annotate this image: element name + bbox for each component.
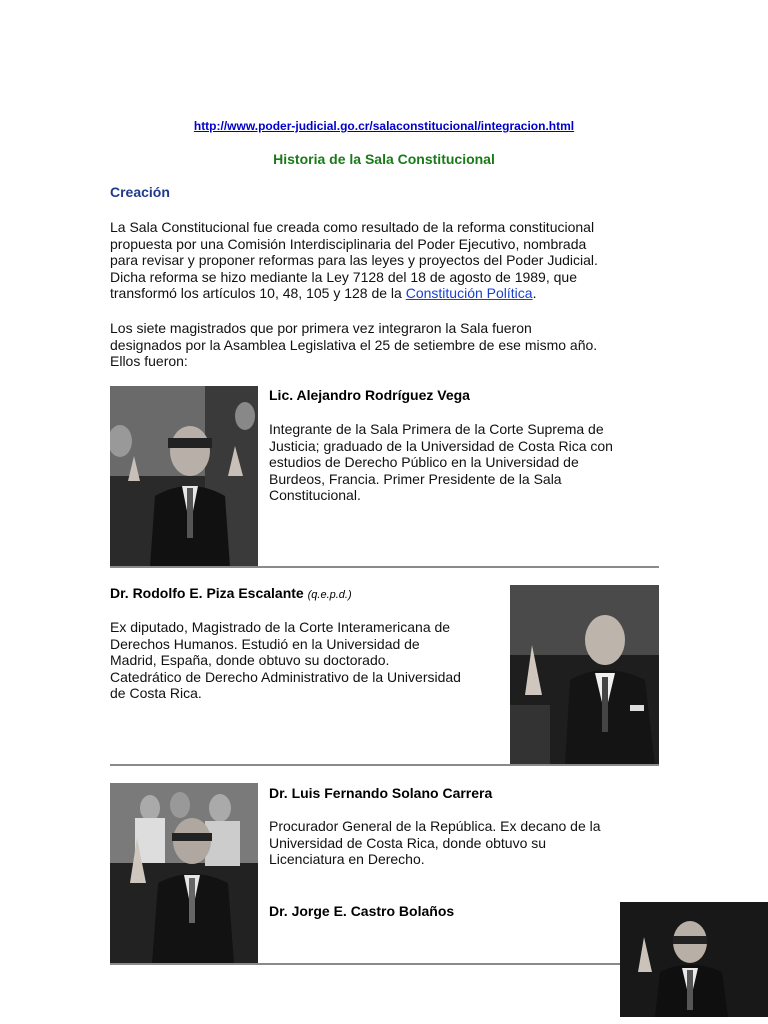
- intro-paragraph: [110, 219, 670, 302]
- text-line: Ellos fueron:: [110, 353, 188, 370]
- text-line: Burdeos, Francia. Primer Presidente de la Sala: [269, 470, 562, 487]
- magistrate-photo-rodriguez: [110, 386, 258, 567]
- magistrates-intro-paragraph: [110, 320, 670, 370]
- text-fragment: .: [532, 285, 537, 302]
- magistrate-name: [110, 585, 352, 601]
- text-line: para revisar y proponer reformas para las leyes y proyectos del Poder Judicial.: [110, 252, 598, 269]
- text-line: La Sala Constitucional fue creada como resultado de la reforma constitucional: [110, 219, 595, 235]
- text-line: Derechos Humanos. Estudió en la Universidad de: [110, 635, 420, 652]
- magistrate-name: Dr. Jorge E. Castro Bolaños: [269, 903, 455, 919]
- magistrate-name: Dr. Luis Fernando Solano Carrera: [269, 785, 493, 801]
- constitucion-politica-link[interactable]: Constitución Política: [405, 285, 533, 302]
- magistrate-bio: [269, 818, 669, 868]
- text-line: Integrante de la Sala Primera de la Corte Suprema de: [269, 421, 604, 437]
- source-url-link[interactable]: http://www.poder-judicial.go.cr/salaconstitucional/integracion.html: [193, 119, 575, 133]
- text-line: de Costa Rica.: [110, 685, 202, 702]
- text-line: Ex diputado, Magistrado de la Corte Interamericana de: [110, 619, 451, 635]
- text-line: Dicha reforma se hizo mediante la Ley 7128 del 18 de agosto de 1989, que: [110, 268, 577, 285]
- text-line: Catedrático de Derecho Administrativo de la Universidad: [110, 668, 461, 685]
- magistrate-photo-castro: [620, 902, 768, 1017]
- magistrate-name: Lic. Alejandro Rodríguez Vega: [269, 387, 470, 403]
- text-line: Universidad de Costa Rica, donde obtuvo su: [269, 834, 547, 851]
- text-line: Los siete magistrados que por primera vez integraron la Sala fueron: [110, 320, 532, 336]
- magistrate-note: (q.e.p.d.): [307, 589, 352, 601]
- text-line: Constitucional.: [269, 487, 361, 504]
- text-line: [110, 285, 670, 302]
- divider: [110, 963, 620, 965]
- divider: [110, 566, 659, 568]
- section-heading-creacion: Creación: [110, 184, 170, 200]
- text-line: Licenciatura en Derecho.: [269, 851, 425, 868]
- text-fragment: transformó los artículos 10, 48, 105 y 128 de la: [110, 285, 406, 302]
- magistrate-name-text: Dr. Rodolfo E. Piza Escalante: [110, 585, 304, 601]
- magistrate-bio: [269, 421, 669, 504]
- magistrate-photo-solano: [110, 783, 258, 964]
- text-line: Justicia; graduado de la Universidad de Costa Rica con: [269, 437, 613, 454]
- divider: [110, 764, 659, 766]
- magistrate-photo-piza: [510, 585, 659, 765]
- text-line: propuesta por una Comisión Interdisciplinaria del Poder Ejecutivo, nombrada: [110, 235, 587, 252]
- page-title: Historia de la Sala Constitucional: [273, 151, 495, 167]
- text-line: Procurador General de la República. Ex decano de la: [269, 818, 601, 834]
- magistrate-bio: [110, 619, 505, 702]
- text-line: Madrid, España, donde obtuvo su doctorado.: [110, 652, 390, 669]
- text-line: designados por la Asamblea Legislativa el 25 de setiembre de ese mismo año.: [110, 336, 598, 353]
- text-line: estudios de Derecho Público en la Universidad de: [269, 454, 579, 471]
